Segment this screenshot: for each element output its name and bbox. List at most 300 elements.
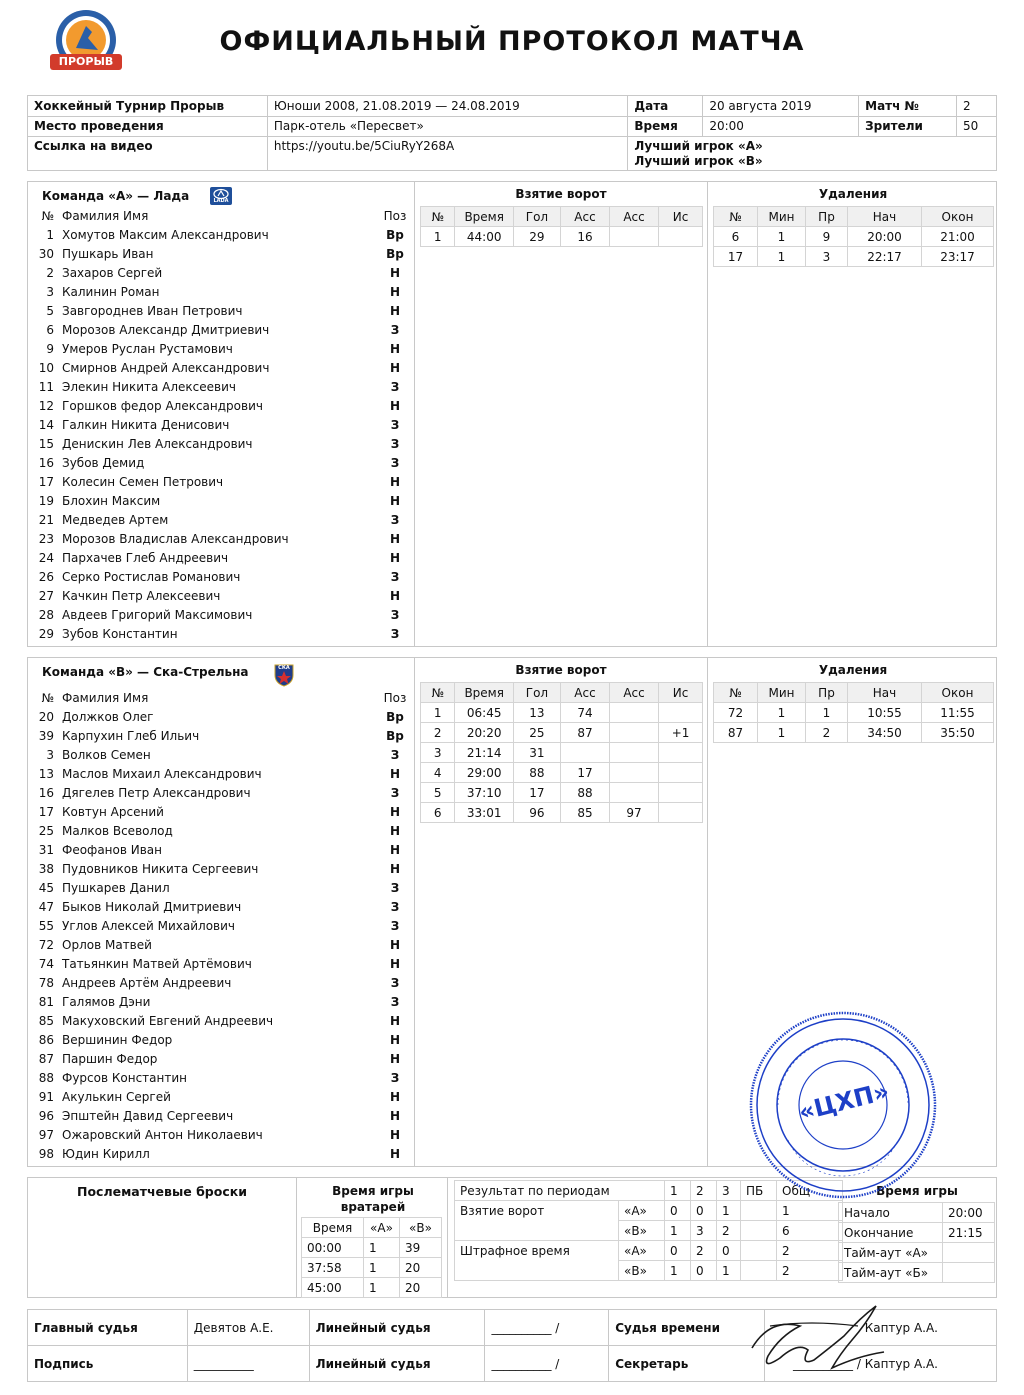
roster-row: [28, 397, 415, 416]
player-number: 88: [38, 1071, 54, 1085]
table-cell: 1: [758, 723, 806, 743]
table-cell: 1: [758, 247, 806, 267]
gk-row: [302, 1258, 442, 1278]
player-name: Элекин Никита Алексеевич: [62, 380, 236, 394]
player-position: Н: [389, 957, 401, 971]
player-position: Н: [389, 862, 401, 876]
roster-row: [28, 359, 415, 378]
table-row: [714, 227, 994, 247]
goals-a-table: [420, 206, 703, 247]
pim-b-p3: 1: [717, 1261, 741, 1281]
table-header-cell: Гол: [513, 683, 560, 703]
roster-row: [28, 1126, 415, 1145]
player-number: 10: [38, 361, 54, 375]
table-cell: [610, 723, 659, 743]
head-referee-value: Девятов А.Е.: [187, 1310, 309, 1346]
table-header-cell: Асс: [560, 207, 609, 227]
timeout-b-label: Тайм-аут «Б»: [839, 1263, 943, 1283]
player-number: 45: [38, 881, 54, 895]
goals-b-p1: 1: [665, 1221, 691, 1241]
table-cell: [659, 227, 703, 247]
team-b-goals: [415, 658, 708, 1166]
table-row: [714, 703, 994, 723]
table-header-cell: Асс: [610, 207, 659, 227]
header-num: №: [41, 691, 54, 705]
video-label: Ссылка на видео: [28, 137, 268, 171]
player-number: 25: [38, 824, 54, 838]
table-cell: 17: [714, 247, 758, 267]
player-position: Н: [389, 805, 401, 819]
table-cell: [659, 803, 703, 823]
table-cell: 21:00: [922, 227, 994, 247]
goalie-time-table: [301, 1217, 442, 1298]
period-col-2: 2: [691, 1181, 717, 1201]
timeout-b-value: [943, 1263, 995, 1283]
table-cell: 88: [513, 763, 560, 783]
shootout-title: Послематчевые броски: [76, 1184, 247, 1199]
table-row: [421, 227, 703, 247]
table-cell: 74: [560, 703, 609, 723]
goals-b-p3: 2: [717, 1221, 741, 1241]
timekeeper-value: Каптур А.А.: [765, 1310, 997, 1346]
table-cell: 4: [421, 763, 455, 783]
player-position: Н: [389, 266, 401, 280]
player-number: 2: [46, 266, 54, 280]
roster-row: [28, 226, 415, 245]
ska-logo-text: СКА: [278, 665, 290, 671]
table-row: [421, 743, 703, 763]
table-cell: 5: [421, 783, 455, 803]
player-number: 98: [38, 1147, 54, 1161]
tournament-value: Юноши 2008, 21.08.2019 — 24.08.2019: [267, 96, 628, 117]
player-position: З: [390, 786, 400, 800]
table-cell: 10:55: [848, 703, 922, 723]
player-number: 31: [38, 843, 54, 857]
goals-a-p2: 0: [691, 1201, 717, 1221]
player-name: Хомутов Максим Александрович: [62, 228, 269, 242]
player-number: 14: [38, 418, 54, 432]
table-header-cell: Пр: [806, 683, 848, 703]
gk-cell: 20: [400, 1278, 442, 1298]
table-row: [421, 723, 703, 743]
match-number-value: 2: [957, 96, 997, 117]
table-cell: 06:45: [455, 703, 513, 723]
player-number: 97: [38, 1128, 54, 1142]
table-cell: 29:00: [455, 763, 513, 783]
pim-b-so: [741, 1261, 777, 1281]
player-position: Н: [389, 1052, 401, 1066]
timeout-a-value: [943, 1243, 995, 1263]
table-cell: 72: [714, 703, 758, 723]
company-stamp: [748, 1010, 938, 1200]
roster-row: [28, 568, 415, 587]
table-cell: [610, 763, 659, 783]
player-number: 1: [46, 228, 54, 242]
player-name: Зубов Демид: [62, 456, 145, 470]
table-cell: 17: [560, 763, 609, 783]
player-position: З: [390, 748, 400, 762]
player-number: 5: [46, 304, 54, 318]
player-number: 12: [38, 399, 54, 413]
player-position: Н: [389, 342, 401, 356]
table-cell: 97: [610, 803, 659, 823]
player-position: Н: [389, 304, 401, 318]
table-cell: 22:17: [848, 247, 922, 267]
table-header-cell: Гол: [513, 207, 560, 227]
gk-cell: 20: [400, 1258, 442, 1278]
table-cell: 44:00: [455, 227, 513, 247]
table-cell: 37:10: [455, 783, 513, 803]
player-position: Н: [389, 767, 401, 781]
goals-b-p2: 3: [691, 1221, 717, 1241]
player-name: Фурсов Константин: [62, 1071, 188, 1085]
player-position: Н: [389, 399, 401, 413]
pim-a-p1: 0: [665, 1241, 691, 1261]
roster-row: [28, 245, 415, 264]
player-number: 6: [46, 323, 54, 337]
end-value: 21:15: [943, 1223, 995, 1243]
roster-row: [28, 708, 415, 727]
gk-row: [302, 1238, 442, 1258]
player-number: 17: [38, 805, 54, 819]
stamp-center-text: «ЦХП»: [795, 1077, 892, 1127]
table-cell: 1: [806, 703, 848, 723]
table-cell: 17: [513, 783, 560, 803]
line-referee-2-label: Линейный судья: [309, 1346, 485, 1382]
player-position: Н: [389, 475, 401, 489]
player-name: Андреев Артём Андреевич: [62, 976, 232, 990]
roster-a-header: [28, 207, 415, 226]
roster-row: [28, 511, 415, 530]
goals-row-label: Взятие ворот: [455, 1201, 619, 1241]
team-a-section: [27, 181, 997, 647]
gk-header-cell: «В»: [400, 1218, 442, 1238]
player-name: Волков Семен: [62, 748, 151, 762]
table-header-cell: Нач: [848, 207, 922, 227]
player-position: Н: [389, 1033, 401, 1047]
signature-label: Подпись: [28, 1346, 188, 1382]
table-cell: +1: [659, 723, 703, 743]
team-b-title: Команда «В» — Ска-Стрельна: [42, 665, 249, 679]
table-cell: 6: [421, 803, 455, 823]
best-player-a-label: Лучший игрок «А»: [634, 139, 763, 154]
table-header-cell: Мин: [758, 683, 806, 703]
table-cell: 2: [806, 723, 848, 743]
table-cell: 6: [714, 227, 758, 247]
table-cell: [610, 783, 659, 803]
signature-value: __________: [187, 1346, 309, 1382]
player-number: 55: [38, 919, 54, 933]
timeout-a-label: Тайм-аут «А»: [839, 1243, 943, 1263]
table-cell: 3: [806, 247, 848, 267]
player-number: 15: [38, 437, 54, 451]
player-name: Пушкарев Данил: [62, 881, 170, 895]
player-number: 28: [38, 608, 54, 622]
roster-row: [28, 1069, 415, 1088]
roster-row: [28, 860, 415, 879]
roster-row: [28, 974, 415, 993]
player-position: Н: [389, 494, 401, 508]
best-players-cell: [628, 137, 997, 171]
player-name: Калинин Роман: [62, 285, 160, 299]
player-position: Вр: [386, 710, 404, 724]
gk-cell: 1: [364, 1278, 400, 1298]
roster-row: [28, 1012, 415, 1031]
roster-row: [28, 435, 415, 454]
player-position: З: [390, 608, 400, 622]
player-number: 3: [46, 285, 54, 299]
page-title: ОФИЦИАЛЬНЫЙ ПРОТОКОЛ МАТЧА: [219, 26, 805, 57]
end-label: Окончание: [839, 1223, 943, 1243]
table-header-cell: Пр: [806, 207, 848, 227]
player-name: Завгороднев Иван Петрович: [62, 304, 243, 318]
period-col-3: 3: [717, 1181, 741, 1201]
player-name: Авдеев Григорий Максимович: [62, 608, 253, 622]
roster-row: [28, 606, 415, 625]
player-number: 39: [38, 729, 54, 743]
player-number: 16: [38, 786, 54, 800]
player-position: Вр: [386, 247, 404, 261]
roster-row: [28, 530, 415, 549]
player-name: Паршин Федор: [62, 1052, 158, 1066]
table-cell: [610, 743, 659, 763]
roster-row: [28, 955, 415, 974]
roster-row: [28, 1107, 415, 1126]
player-number: 20: [38, 710, 54, 724]
gametime-title: Время игры: [876, 1184, 958, 1198]
player-position: З: [390, 380, 400, 394]
player-name: Феофанов Иван: [62, 843, 162, 857]
table-cell: [560, 743, 609, 763]
table-header-cell: №: [714, 683, 758, 703]
roster-row: [28, 302, 415, 321]
table-header-cell: Окон: [922, 207, 994, 227]
team-a-penalties: [708, 182, 998, 646]
gk-header-cell: Время: [302, 1218, 364, 1238]
table-cell: 88: [560, 783, 609, 803]
player-position: Н: [389, 1128, 401, 1142]
player-position: З: [390, 976, 400, 990]
line-referee-1-value: __________ /: [485, 1310, 609, 1346]
table-header-cell: №: [421, 207, 455, 227]
header-num: №: [41, 209, 54, 223]
table-cell: 20:00: [848, 227, 922, 247]
player-name: Вершинин Федор: [62, 1033, 173, 1047]
roster-row: [28, 321, 415, 340]
table-cell: 31: [513, 743, 560, 763]
player-number: 17: [38, 475, 54, 489]
player-name: Макуховский Евгений Андреевич: [62, 1014, 274, 1028]
table-cell: 9: [806, 227, 848, 247]
player-number: 81: [38, 995, 54, 1009]
roster-row: [28, 917, 415, 936]
time-label: Время: [628, 116, 703, 137]
header-pos: Поз: [383, 691, 407, 705]
signature: [740, 1296, 890, 1392]
pim-a-p3: 0: [717, 1241, 741, 1261]
roster-row: [28, 416, 415, 435]
player-number: 85: [38, 1014, 54, 1028]
player-name: Малков Всеволод: [62, 824, 173, 838]
player-name: Маслов Михаил Александрович: [62, 767, 262, 781]
secretary-label: Секретарь: [609, 1346, 765, 1382]
player-number: 47: [38, 900, 54, 914]
penalties-a-title: Удаления: [818, 187, 888, 201]
video-link[interactable]: https://youtu.be/5CiuRyY268A: [267, 137, 628, 171]
table-cell: 21:14: [455, 743, 513, 763]
gk-row: [302, 1278, 442, 1298]
team-b-short: «В»: [619, 1221, 665, 1241]
gk-cell: 1: [364, 1238, 400, 1258]
period-col-1: 1: [665, 1181, 691, 1201]
gk-cell: 00:00: [302, 1238, 364, 1258]
player-number: 74: [38, 957, 54, 971]
team-a-short: «А»: [619, 1201, 665, 1221]
goalie-time-title: Время игры вратарей: [332, 1184, 414, 1214]
player-position: Н: [389, 1014, 401, 1028]
table-row: [421, 803, 703, 823]
player-name: Углов Алексей Михайлович: [62, 919, 235, 933]
gk-cell: 39: [400, 1238, 442, 1258]
spectators-value: 50: [957, 116, 997, 137]
roster-row: [28, 1031, 415, 1050]
roster-row: [28, 454, 415, 473]
team-a-roster: [28, 182, 415, 646]
player-position: З: [390, 323, 400, 337]
goals-b-so: [741, 1221, 777, 1241]
lada-logo: [210, 187, 232, 208]
player-name: Качкин Петр Алексеевич: [62, 589, 221, 603]
table-cell: [659, 743, 703, 763]
player-name: Морозов Владислав Александрович: [62, 532, 289, 546]
roster-row: [28, 1088, 415, 1107]
pim-b-p1: 1: [665, 1261, 691, 1281]
match-info-table: [27, 95, 997, 171]
player-name: Медведев Артем: [62, 513, 169, 527]
match-number-label: Матч №: [859, 96, 957, 117]
goalie-time-block: [296, 1178, 448, 1297]
player-name: Орлов Матвей: [62, 938, 152, 952]
penalties-a-table: [713, 206, 994, 267]
table-cell: 1: [421, 703, 455, 723]
player-position: З: [390, 900, 400, 914]
goals-b-table: [420, 682, 703, 823]
table-row: [421, 703, 703, 723]
player-position: З: [390, 995, 400, 1009]
player-position: З: [390, 513, 400, 527]
player-name: Галкин Никита Денисович: [62, 418, 230, 432]
player-name: Акулькин Сергей: [62, 1090, 171, 1104]
player-position: З: [390, 881, 400, 895]
player-name: Горшков федор Александрович: [62, 399, 263, 413]
table-cell: 13: [513, 703, 560, 723]
time-value: 20:00: [703, 116, 859, 137]
table-cell: 16: [560, 227, 609, 247]
player-position: Н: [389, 938, 401, 952]
player-name: Быков Николай Дмитриевич: [62, 900, 242, 914]
roster-row: [28, 1050, 415, 1069]
player-position: Вр: [386, 729, 404, 743]
player-name: Серко Ростислав Романович: [62, 570, 241, 584]
player-name: Ожаровский Антон Николаевич: [62, 1128, 263, 1142]
table-header-cell: Окон: [922, 683, 994, 703]
team-b-roster: [28, 658, 415, 1166]
period-col-so: ПБ: [741, 1181, 777, 1201]
table-cell: 11:55: [922, 703, 994, 723]
roster-row: [28, 822, 415, 841]
player-name: Пушкарь Иван: [62, 247, 154, 261]
player-position: Н: [389, 551, 401, 565]
roster-row: [28, 993, 415, 1012]
tournament-label: Хоккейный Турнир Прорыв: [28, 96, 268, 117]
player-number: 13: [38, 767, 54, 781]
goals-a-so: [741, 1201, 777, 1221]
roster-row: [28, 264, 415, 283]
player-name: Умеров Руслан Рустамович: [62, 342, 233, 356]
table-cell: 25: [513, 723, 560, 743]
table-header-cell: Асс: [610, 683, 659, 703]
roster-row: [28, 473, 415, 492]
goals-a-total: 1: [777, 1201, 843, 1221]
team-a-title: Команда «А» — Лада: [42, 189, 190, 203]
table-header-cell: Ис: [659, 683, 703, 703]
player-position: Вр: [386, 228, 404, 242]
player-number: 23: [38, 532, 54, 546]
player-name: Карпухин Глеб Ильич: [62, 729, 200, 743]
player-name: Смирнов Андрей Александрович: [62, 361, 270, 375]
pim-b-p2: 0: [691, 1261, 717, 1281]
periods-title: Результат по периодам: [455, 1181, 665, 1201]
roster-row: [28, 340, 415, 359]
player-number: 38: [38, 862, 54, 876]
player-position: З: [390, 570, 400, 584]
player-number: 87: [38, 1052, 54, 1066]
table-cell: 85: [560, 803, 609, 823]
team-a-short: «А»: [619, 1241, 665, 1261]
player-number: 11: [38, 380, 54, 394]
team-a-goals: [415, 182, 708, 646]
player-name: Денискин Лев Александрович: [62, 437, 253, 451]
roster-row: [28, 378, 415, 397]
roster-row: [28, 784, 415, 803]
logo-banner-text: ПРОРЫВ: [58, 55, 114, 68]
penalties-b-table: [713, 682, 994, 743]
gk-cell: 37:58: [302, 1258, 364, 1278]
player-position: З: [390, 456, 400, 470]
secretary-value: __________ / Каптур А.А.: [765, 1346, 997, 1382]
player-number: 16: [38, 456, 54, 470]
table-cell: 87: [714, 723, 758, 743]
venue-label: Место проведения: [28, 116, 268, 137]
table-cell: 1: [421, 227, 455, 247]
pim-row-label: Штрафное время: [455, 1241, 619, 1281]
table-cell: 29: [513, 227, 560, 247]
table-cell: 34:50: [848, 723, 922, 743]
roster-row: [28, 936, 415, 955]
player-name: Галямов Дэни: [62, 995, 151, 1009]
player-number: 91: [38, 1090, 54, 1104]
date-value: 20 августа 2019: [703, 96, 859, 117]
table-cell: [659, 763, 703, 783]
player-position: Н: [389, 361, 401, 375]
roster-b-header: [28, 689, 415, 708]
player-position: З: [390, 627, 400, 641]
head-referee-label: Главный судья: [28, 1310, 188, 1346]
player-position: Н: [389, 285, 401, 299]
roster-row: [28, 587, 415, 606]
table-row: [421, 783, 703, 803]
roster-row: [28, 746, 415, 765]
